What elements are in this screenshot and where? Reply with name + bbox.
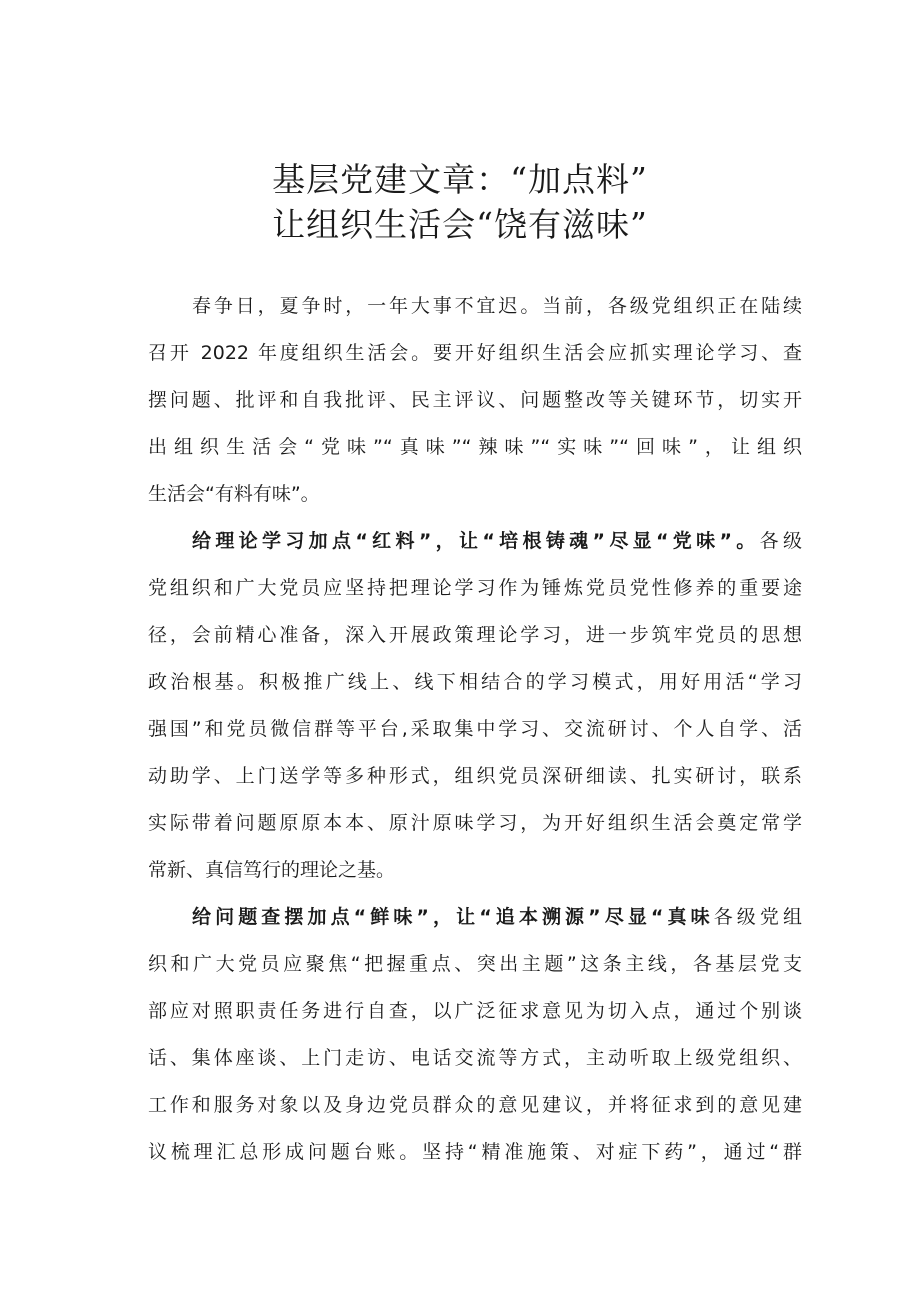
paragraph-2-line-1-rest: 各级 (759, 530, 802, 552)
paragraph-2-line-2: 党组织和广大党员应坚持把理论学习作为锤炼党员党性修养的重要途 (148, 577, 802, 599)
paragraph-3-line-5: 工作和服务对象以及身边党员群众的意见建议，并将征求到的意见建 (148, 1094, 802, 1116)
paragraph-2-line-6: 动助学、上门送学等多种形式，组织党员深研细读、扎实研讨，联系 (148, 765, 802, 787)
paragraph-1-line-3: 摆问题、批评和自我批评、民主评议、问题整改等关键环节，切实开 (148, 389, 802, 411)
paragraph-3-line-2: 织和广大党员应聚焦“把握重点、突出主题”这条主线，各基层党支 (148, 953, 802, 975)
document-title-line-1: 基层党建文章：“加点料” (272, 160, 648, 199)
paragraph-2-line-8: 常新、真信笃行的理论之基。 (148, 859, 396, 881)
paragraph-2-line-3: 径，会前精心准备，深入开展政策理论学习，进一步筑牢党员的思想 (148, 624, 802, 646)
paragraph-1-line-4: 出组织生活会“党味”“真味”“辣味”“实味”“回味”，让组织 (148, 436, 802, 458)
paragraph-2-heading: 给理论学习加点“红料”，让“培根铸魂”尽显“党味”。 (192, 530, 760, 552)
paragraph-2-line-1 (192, 527, 802, 555)
paragraph-2-line-7: 实际带着问题原原本本、原汁原味学习，为开好组织生活会奠定常学 (148, 812, 802, 834)
paragraph-2-line-4: 政治根基。积极推广线上、线下相结合的学习模式，用好用活“学习 (148, 671, 802, 693)
paragraph-3-line-1-rest: 各级党组 (713, 906, 802, 928)
paragraph-3-line-4: 话、集体座谈、上门走访、电话交流等方式，主动听取上级党组织、 (148, 1047, 802, 1069)
paragraph-1-line-1: 春争日，夏争时，一年大事不宜迟。当前，各级党组织正在陆续 (192, 295, 802, 317)
paragraph-3-line-3: 部应对照职责任务进行自查，以广泛征求意见为切入点，通过个别谈 (148, 1000, 802, 1022)
paragraph-3-line-1 (192, 903, 802, 931)
paragraph-1-line-2: 召开 2022 年度组织生活会。要开好组织生活会应抓实理论学习、查 (148, 342, 802, 364)
paragraph-3-line-6: 议梳理汇总形成问题台账。坚持“精准施策、对症下药”，通过“群 (148, 1141, 802, 1163)
paragraph-2-line-5: 强国”和党员微信群等平台,采取集中学习、交流研讨、个人自学、活 (148, 718, 802, 740)
paragraph-1-line-5: 生活会“有料有味”。 (148, 483, 320, 505)
paragraph-3-heading: 给问题查摆加点“鲜味”，让“追本溯源”尽显“真味 (192, 906, 714, 928)
document-title-line-2: 让组织生活会“饶有滋味” (272, 205, 648, 244)
